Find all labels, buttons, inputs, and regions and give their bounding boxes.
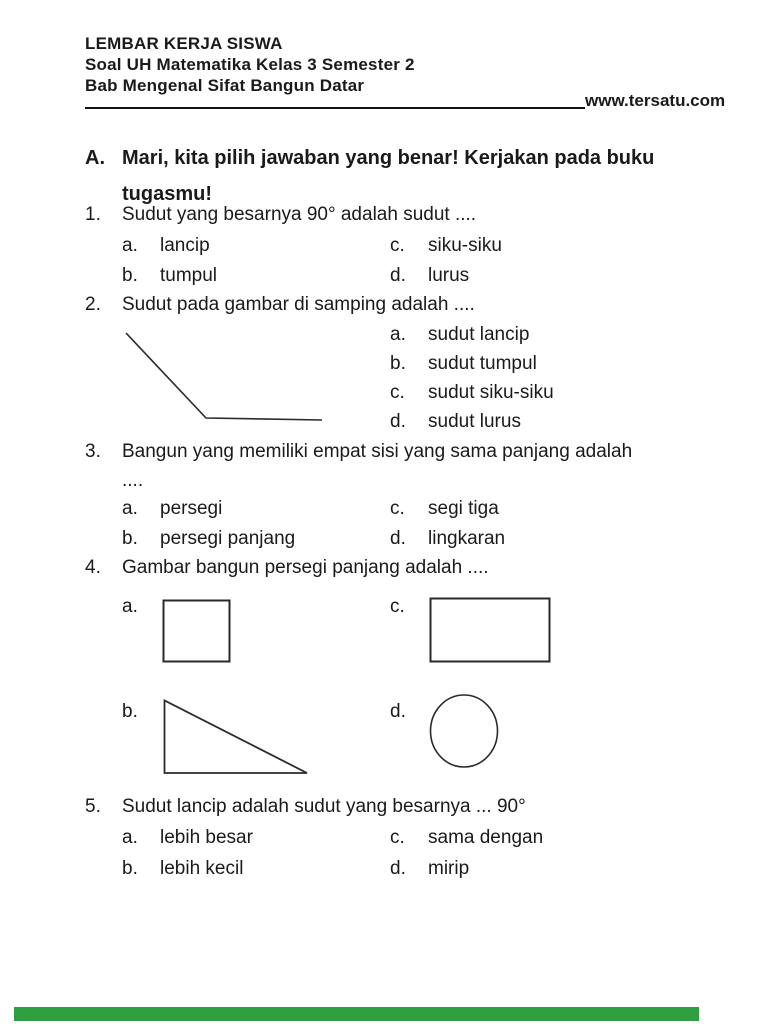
option-5c-text: sama dengan <box>428 827 544 848</box>
option-3d-letter: d. <box>390 528 406 549</box>
circle-figure <box>428 693 502 771</box>
question-5-number: 5. <box>85 796 101 817</box>
option-3a-letter: a. <box>122 498 138 519</box>
option-1b-letter: b. <box>122 265 138 286</box>
option-1a-letter: a. <box>122 235 138 256</box>
footer-bar <box>14 1007 699 1021</box>
square-figure <box>162 599 232 665</box>
question-5-text: Sudut lancip adalah sudut yang besarnya ... 90° <box>122 796 526 817</box>
question-3-text-line2: .... <box>122 470 144 491</box>
website-link: www.tersatu.com <box>585 91 726 110</box>
option-3c <box>390 494 499 524</box>
document-subtitle: Soal UH Matematika Kelas 3 Semester 2 <box>85 55 415 74</box>
option-2a <box>390 320 529 350</box>
option-2a-text: sudut lancip <box>428 324 530 345</box>
question-3-number: 3. <box>85 441 101 462</box>
option-3b-text: persegi panjang <box>160 528 296 549</box>
option-5a-text: lebih besar <box>160 827 253 848</box>
question-3-text-line1: Bangun yang memiliki empat sisi yang sama panjang adalah <box>122 441 633 462</box>
option-2c-text: sudut siku-siku <box>428 382 554 403</box>
question-1-text: Sudut yang besarnya 90° adalah sudut .... <box>122 204 477 225</box>
option-3c-letter: c. <box>390 498 405 519</box>
option-1b-text: tumpul <box>160 265 218 286</box>
triangle-figure <box>163 699 311 777</box>
question-4-number: 4. <box>85 557 101 578</box>
option-2c-letter: c. <box>390 382 405 403</box>
option-2c <box>390 378 554 408</box>
option-2d-text: sudut lurus <box>428 411 521 432</box>
option-5d-text: mirip <box>428 858 470 879</box>
section-label: A. <box>85 147 105 169</box>
option-2d-letter: d. <box>390 411 406 432</box>
rectangle-figure <box>429 597 553 665</box>
option-3a <box>122 494 222 524</box>
obtuse-angle-figure <box>118 328 330 428</box>
option-4b-letter: b. <box>122 701 138 722</box>
section-instruction-line2: tugasmu! <box>122 183 212 205</box>
header-divider <box>85 88 585 109</box>
option-2b <box>390 349 537 379</box>
option-3d <box>390 524 505 554</box>
option-1a <box>122 231 210 261</box>
option-3b <box>122 524 295 554</box>
option-1d-text: lurus <box>428 265 470 286</box>
option-3b-letter: b. <box>122 528 138 549</box>
question-1-number: 1. <box>85 204 101 225</box>
option-3c-text: segi tiga <box>428 498 499 519</box>
option-2d <box>390 407 521 437</box>
option-1d-letter: d. <box>390 265 406 286</box>
option-5c-letter: c. <box>390 827 405 848</box>
section-instruction-line1: Mari, kita pilih jawaban yang benar! Kerjakan pada buku <box>122 147 655 169</box>
option-3a-text: persegi <box>160 498 223 519</box>
document-title: LEMBAR KERJA SISWA <box>85 34 283 53</box>
option-4c-letter: c. <box>390 596 405 617</box>
document-chapter: Bab Mengenal Sifat Bangun Datar <box>85 76 365 95</box>
question-4-text: Gambar bangun persegi panjang adalah .... <box>122 557 489 578</box>
option-5b <box>122 854 243 884</box>
option-2a-letter: a. <box>390 324 406 345</box>
option-5c <box>390 823 543 853</box>
option-5b-letter: b. <box>122 858 138 879</box>
option-1c-text: siku-siku <box>428 235 502 256</box>
option-4d-letter: d. <box>390 701 406 722</box>
option-2b-letter: b. <box>390 353 406 374</box>
option-5d <box>390 854 469 884</box>
option-1c-letter: c. <box>390 235 405 256</box>
option-1c <box>390 231 502 261</box>
option-1b <box>122 261 217 291</box>
option-5b-text: lebih kecil <box>160 858 244 879</box>
option-5a-letter: a. <box>122 827 138 848</box>
question-2-text: Sudut pada gambar di samping adalah .... <box>122 294 475 315</box>
option-4a-letter: a. <box>122 596 138 617</box>
option-1a-text: lancip <box>160 235 210 256</box>
question-2-number: 2. <box>85 294 101 315</box>
option-3d-text: lingkaran <box>428 528 506 549</box>
option-5d-letter: d. <box>390 858 406 879</box>
option-1d <box>390 261 469 291</box>
option-2b-text: sudut tumpul <box>428 353 537 374</box>
option-5a <box>122 823 253 853</box>
